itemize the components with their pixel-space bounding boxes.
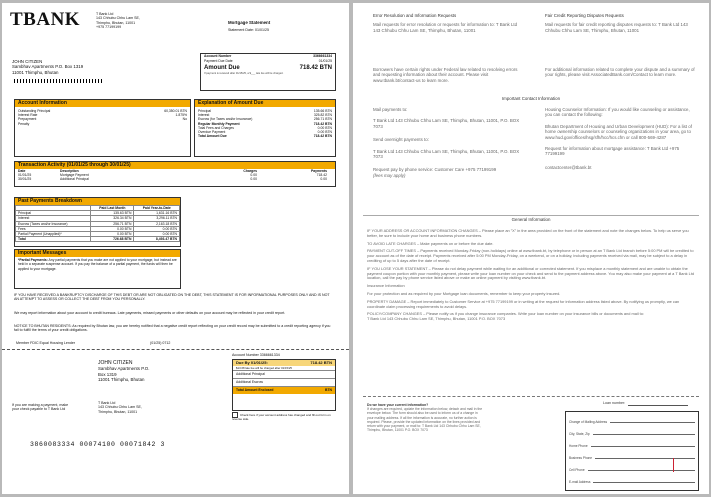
transaction-header-row: Date Description Charges Payments bbox=[18, 169, 327, 173]
statement-front-page bbox=[2, 3, 349, 494]
explanation-row: Interest 325.82 BTN bbox=[198, 113, 332, 118]
section-divider bbox=[363, 215, 699, 216]
general-info-title: General Information bbox=[511, 217, 551, 222]
form-code: (01/25) 0712 bbox=[150, 341, 171, 345]
address-change-form bbox=[565, 411, 699, 491]
payment-addresses: Mail payments to: T Bank Ltd 143 Chhubu Chhu Lam SE, Thimphu, Bhutan, 11001, P.O. BOX 7073 Send overnight payments to: T Bank Ltd 143 Chhubu Chhu Lam SE, Thimphu, Bhutan, 11001, P.O. BOX 7073 Request pay by phone service: Customer Care +975 77199199 (fees may apply) bbox=[373, 107, 520, 178]
micr-line: 3860083334 00074100 00071842 3 bbox=[30, 441, 166, 448]
transaction-row: 30/01/25 Additional Principal 0.00 0.00 bbox=[18, 177, 327, 182]
account-info-row: Interest Rate 1.875% bbox=[18, 113, 187, 118]
explanation-of-amount-due-panel: Explanation of Amount Due Principal 135.66 BTN Interest 325.82 BTN Escrow (for Taxes and/or Insurance) 256.71 BTN Regular Monthly Payment 718.42 BTN Total Fees and Charges 0.00 BTN Overdue Payment 0.00 BTN Total Amount Due 718.42 BTN bbox=[194, 99, 336, 157]
past-payment-row: Interest 326.34 BTN 3,296.11 BTN bbox=[16, 216, 180, 221]
account-info-row: Outstanding Principal 60,350.01 BTN bbox=[18, 109, 187, 113]
past-payment-row: Total 726.68 BTN 8,493.47 BTN bbox=[16, 237, 180, 242]
amount-due-summary: Account Number 3366661334 Payment Due Date 01/01/25 Amount Due 718.42 BTN If payment is received after 01/15/25, a $___ late fee will be charged. bbox=[200, 53, 336, 91]
bank-logo: TBANK bbox=[10, 9, 81, 30]
contact-email-link[interactable]: contactcenter@tbank.bt bbox=[545, 164, 592, 170]
form-field-row[interactable]: City, State, Zip bbox=[566, 424, 698, 436]
past-payment-row: Fees 0.00 BTN 0.00 BTN bbox=[16, 226, 180, 231]
fdic-note: Member FDIC Equal Housing Lender bbox=[16, 341, 76, 345]
statement-back-page bbox=[353, 3, 709, 494]
coupon-instructions: If you are making a payment, make your check payable to T Bank Ltd bbox=[12, 403, 69, 412]
form-field-row[interactable]: Change of Mailing Address bbox=[566, 412, 698, 424]
explanation-row: Escrow (for Taxes and/or Insurance) 256.71 BTN bbox=[198, 117, 332, 122]
past-payments-panel: Past Payments Breakdown Paid Last Month Paid Year-to-Date Principal 135.63 BTN 1,631.16 BTN Interest 326.34 BTN 3,296.11 BTN Escrow (Taxes and/or Insurance) 256.71 BTN 2,163.18 BTN Fees 0.00 BTN 0.00 BTN Partial Payment (Unapplied)* 0.00 BTN 0.00 BTN Total 726.68 BTN 8,493.47 BTN bbox=[14, 197, 181, 247]
explanation-row: Regular Monthly Payment 718.42 BTN bbox=[198, 121, 332, 126]
coupon-account-number: Account Number 3366661334 bbox=[232, 353, 280, 357]
form-field-row[interactable]: Home Phone bbox=[566, 436, 698, 448]
explanation-row: Overdue Payment 0.00 BTN bbox=[198, 130, 332, 135]
borrowers-rights-text: Borrowers have certain rights under Federal law related to resolving errors and requesting information about their account. Please visit www.tbank.bt/contact-us to learn more. bbox=[373, 67, 518, 83]
bank-address: T Bank Ltd 143 Chhubu Chhu Lam SE, Thimphu, Bhutan, 11001 +975 77199199 bbox=[96, 12, 140, 29]
address-change-checkbox-row[interactable]: Check here if your account address has changed and fill out form on reverse side. bbox=[232, 412, 331, 421]
past-payment-row: Principal 135.63 BTN 1,631.16 BTN bbox=[16, 211, 180, 216]
loan-number-field[interactable] bbox=[628, 405, 688, 406]
coupon-payment-box: Due By 01/01/25: 718.42 BTN $13.68 late fee will be charged after 01/15/25 Additional Principal Additional Escrow Total Amount Enclosed BTN bbox=[232, 359, 336, 411]
account-info-row: Prepayment No bbox=[18, 117, 187, 122]
form-field-row[interactable]: Business Phone bbox=[566, 448, 698, 460]
account-information-panel: Account Information Outstanding Principal 60,350.01 BTN Interest Rate 1.875% Prepayment No Penalty bbox=[14, 99, 191, 157]
past-payment-row: Escrow (Taxes and/or Insurance) 256.71 BTN 2,163.18 BTN bbox=[16, 221, 180, 226]
contact-info-title: Important Contact Information bbox=[501, 96, 561, 101]
past-payment-row: Partial Payment (Unapplied)* 0.00 BTN 0.00 BTN bbox=[16, 232, 180, 237]
account-info-row: Penalty bbox=[18, 121, 30, 126]
credit-notice: We may report information about your account to credit bureaus. Late payments, missed payments or other defaults on your account may be reflected in your credit report. bbox=[14, 311, 286, 315]
explanation-row: Principal 135.66 BTN bbox=[198, 109, 332, 113]
transaction-activity-panel: Transaction Activity (01/01/25 through 30/01/25) Date Description Charges Payments 01/01/25 Mortgage Payment 0.00 718.42 30/01/25 Additional Principal 0.00 0.00 bbox=[14, 161, 336, 187]
bhutan-notice: NOTICE TO BHUTAN RESIDENTS: As required by Bhutan law, you are hereby notified that a negative credit report reflecting on your credit record may be submitted to a credit reporting agency if you fail to fulfill the terms of your credit obligations. bbox=[14, 324, 331, 333]
fair-credit-section: Fair Credit Reporting Disputes Requests Mail requests for fair credit reporting disputes requests to: T Bank Ltd 143 Chhubu Chhu Lam SE, Thimphu, Bhutan, 11001 bbox=[545, 13, 688, 33]
form-field-row[interactable]: E-mail Address bbox=[566, 472, 698, 484]
customer-address: JOHN CITIZEN Sambhav Apartments P.O. Box 1319 11001 Thimphu, Bhutan bbox=[12, 59, 84, 75]
detach-line bbox=[2, 349, 349, 350]
bankruptcy-notice: IF YOU HAVE RECEIVED A BANKRUPTCY DISCHARGE OF THIS DEBT OR ARE NOT OBLIGATED ON THE DEBT, THIS STATEMENT IS FOR INFORMATIONAL PURPOSES ONLY AND IS NOT AN ATTEMPT TO ASSESS OR COLLECT THE DEBT FROM YOU PERSONALLY. bbox=[14, 293, 330, 302]
explanation-row: Total Amount Due 718.42 BTN bbox=[198, 134, 332, 139]
past-payments-table: Paid Last Month Paid Year-to-Date Principal 135.63 BTN 1,631.16 BTN Interest 326.34 BTN 3,296.11 BTN Escrow (Taxes and/or Insurance) 256.71 BTN 2,163.18 BTN Fees 0.00 BTN 0.00 BTN Partial Payment (Unapplied)* 0.00 BTN 0.00 BTN Total 726.68 BTN 8,493.47 BTN bbox=[15, 205, 180, 242]
loan-number-label: Loan number: bbox=[603, 401, 626, 405]
coupon-bank-address: T Bank Ltd 143 Chhubu Chhu Lam SE, Thimphu, Bhutan, 11001 bbox=[98, 401, 142, 414]
general-information-body: IF YOUR ADDRESS OR ACCOUNT INFORMATION CHANGES – Please place an "X" in the area provided on the front of the statement and note the changes below. To help us serve you better, be sure to include your home and business phone numbers. TO AVOID LATE CHARGES – Make payments on or before the due date. PAYMENT CUT-OFF TIMES – Payments received Monday-Friday (non-holidays) online at www.tbank.bt, by telephone or in person at an T Bank Ltd branch before 5:00 PM will be credited to your account as of the date of receipt. Payments received after 5:00 PM Monday-Friday, on a weekend, or on a holiday, including payments received via mail, may be subject to a delay in crediting of up to 5 days after the date of receipt. IF YOU LOSE YOUR STATEMENT – Please do not delay payment while waiting for an additional or corrected statement. If you misplace a monthly statement and are unable to obtain the payment coupon portion with your monthly payment, please write your loan number on your check and send to the payment address above. You may also make your payment at a T Bank Ltd location, call the pay by phone service listed above or make an online payment by visiting www.tbank.bt. Insurance Information For your protection and as required by your Mortgage loan documents, remember to keep your property insured. PROPERTY DAMAGE – Report immediately to Customer Service at +975 77199199 or in writing at the request for information address listed above. By notifying us promptly, we can coordinate claim processing requirements to avoid delays. POLICY/COMPANY CHANGES – Please notify us if you change insurance companies. Write your loan number on your insurance bills or documents and mail to: T Bank Ltd 143 Chhubu Chhu Lam SE, Thimphu, Bhutan, 11001 P.O. BOX 7073 bbox=[367, 228, 695, 322]
pen-mark bbox=[673, 458, 680, 472]
explanation-row: Total Fees and Charges 0.00 BTN bbox=[198, 125, 332, 130]
statement-title: Mortgage Statement bbox=[228, 20, 271, 25]
postal-barcode bbox=[14, 79, 102, 83]
detach-line-back bbox=[363, 396, 699, 397]
transaction-row: 01/01/25 Mortgage Payment 0.00 718.42 bbox=[18, 173, 327, 178]
coupon-customer-address: JOHN CITIZEN Sambhav Apartments P.O. Box 1319 11001 Thimphu, Bhutan bbox=[98, 360, 150, 383]
important-messages-panel: Important Messages *Partial Payments: Any partial payments that you make are not applied to your mortgage, but instead are held in a separate suspense account. If you pay the balance of a partial payment, the funds will then be applied to your mortgage. bbox=[14, 249, 181, 289]
error-resolution-section: Error Resolution and Information Requests Mail requests for error resolution or requests for information to: T Bank Ltd 143 Chhubu Chhu Lam SE, Thimphu, Bhutan, 11001 bbox=[373, 13, 518, 33]
additional-info-text: For additional information related to complete your dispute and a summary of your rights, please visit AssociatedBank.com/Contact to learn more. bbox=[545, 67, 695, 78]
housing-counselor-info: Housing Counselor Information: If you would like counseling or assistance, you can contact the following: Bhutan Department of Housing and Urban Development (HUD): For a list of home ownership counselors or counseling organizations in your area, go to www.hud.gov/offices/hsg/sfh/hcc/hcs.cfm or call 800-569-4287 Request for information about mortgage assistance: T Bank Ltd +975 77199199 contactcenter@tbank.bt bbox=[545, 107, 697, 170]
update-info-section: Do we have your current information? If changes are required, update the information below, detach and mail in the envelope below. The form should also be used to inform us of a change in your mailing address. If all the information is accurate, no further action is required. Please, provide the updated information on the lines provided and return with your payment, or mail to: T Bank Ltd 143 Chhubu Chhu Lam SE, Thimphu, Bhutan, 11001 P.O. BOX 7073 bbox=[367, 403, 483, 433]
statement-date: Statement Date: 01/01/25 bbox=[228, 28, 269, 32]
form-field-row[interactable]: Cell Phone bbox=[566, 460, 698, 472]
